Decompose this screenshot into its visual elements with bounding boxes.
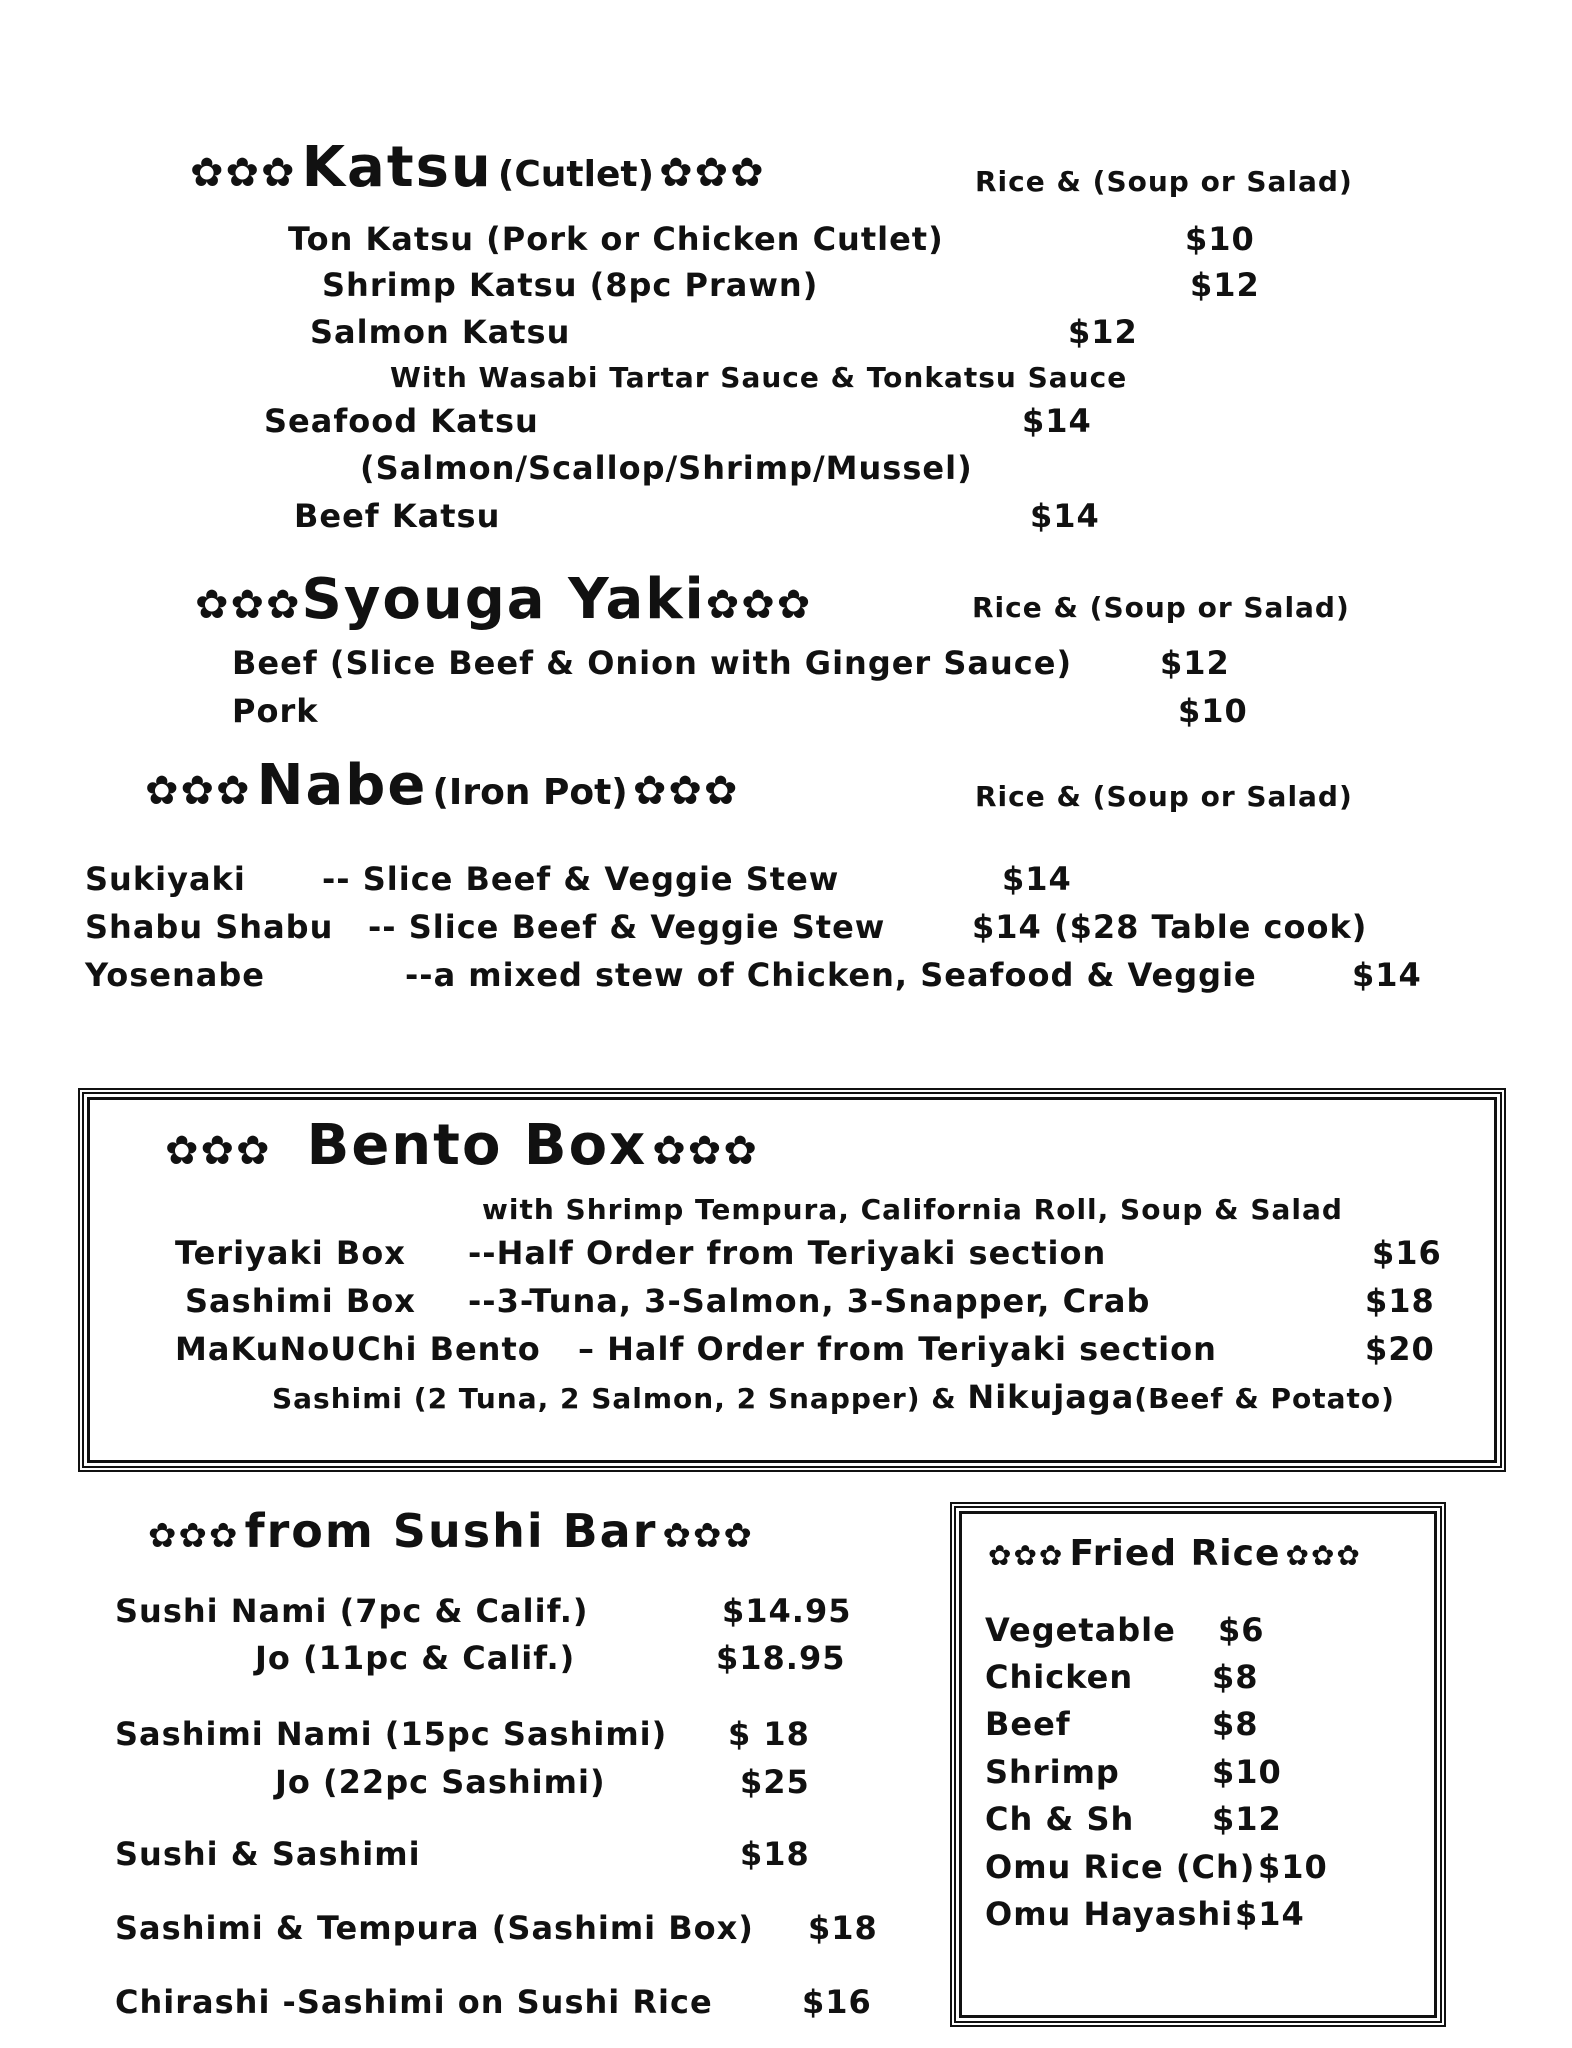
menu-item-price: $10: [1178, 692, 1248, 730]
menu-item-price: $10: [1212, 1753, 1282, 1791]
menu-item-price: $20: [1365, 1330, 1435, 1368]
katsu-title: Katsu: [301, 135, 493, 200]
menu-item-price: $18: [808, 1909, 878, 1947]
menu-item-price: $14: [1002, 860, 1072, 898]
sushi-bar-header: [148, 1504, 754, 1558]
katsu-header: [190, 135, 766, 200]
nabe-subtitle: (Iron Pot): [432, 772, 628, 813]
menu-item-name: Seafood Katsu: [264, 402, 539, 440]
menu-item-price: $ 18: [728, 1715, 810, 1753]
flower-icon: ✿✿✿: [988, 1539, 1065, 1572]
menu-item-name: Ch & Sh: [985, 1800, 1135, 1838]
nabe-title: Nabe: [256, 753, 428, 818]
menu-item-price: $16: [1372, 1234, 1442, 1272]
fried-rice-title: Fried Rice: [1069, 1533, 1281, 1574]
menu-item-price: $12: [1212, 1800, 1282, 1838]
menu-item-desc: (Salmon/Scallop/Shrimp/Mussel): [360, 449, 973, 487]
menu-item-desc: With Wasabi Tartar Sauce & Tonkatsu Sauce: [390, 361, 1128, 394]
menu-item-price: $18.95: [716, 1639, 846, 1677]
menu-item-price: $14.95: [722, 1592, 852, 1630]
menu-item-name: Sashimi Nami (15pc Sashimi): [115, 1715, 668, 1753]
menu-item-name: Salmon Katsu: [310, 313, 571, 351]
bento-header: [165, 1113, 759, 1178]
katsu-subtitle: (Cutlet): [497, 154, 655, 195]
flower-icon: ✿✿✿: [659, 150, 766, 196]
menu-item-name: Omu Hayashi: [985, 1895, 1234, 1933]
flower-icon: ✿✿✿: [652, 1128, 759, 1174]
menu-item-price: $10: [1185, 220, 1255, 258]
menu-item-name: Chirashi -Sashimi on Sushi Rice: [115, 1983, 713, 2021]
menu-item-name: Vegetable: [985, 1611, 1176, 1649]
menu-item-price: $8: [1212, 1658, 1259, 1696]
menu-item-name: Sashimi Box: [185, 1282, 416, 1320]
menu-item-name: Beef (Slice Beef & Onion with Ginger Sauce): [232, 644, 1073, 682]
menu-item-price: $14: [1235, 1895, 1305, 1933]
menu-item-price: $6: [1218, 1611, 1265, 1649]
menu-item-name: Shabu Shabu: [85, 908, 334, 946]
flower-icon: ✿✿✿: [148, 1516, 240, 1556]
menu-item-desc: --3-Tuna, 3-Salmon, 3-Snapper, Crab: [468, 1282, 1151, 1320]
menu-item-price: $12: [1190, 266, 1260, 304]
bento-title: Bento Box: [306, 1113, 648, 1178]
menu-item-price: $14: [1030, 497, 1100, 535]
menu-item-desc: -- Slice Beef & Veggie Stew: [322, 860, 840, 898]
nabe-note: Rice & (Soup or Salad): [975, 780, 1353, 813]
menu-item-name: Shrimp Katsu (8pc Prawn): [322, 266, 819, 304]
menu-item-name: Sukiyaki: [85, 860, 246, 898]
flower-icon: ✿✿✿: [165, 1128, 272, 1174]
sushi-bar-title: from Sushi Bar: [244, 1504, 658, 1558]
makunouchi-extra: Sashimi (2 Tuna, 2 Salmon, 2 Snapper) & Nikujaga(Beef & Potato): [272, 1378, 1395, 1416]
flower-icon: ✿✿✿: [145, 768, 252, 814]
menu-item-name: Jo (22pc Sashimi): [275, 1763, 606, 1801]
menu-item-name: Beef Katsu: [294, 497, 501, 535]
menu-item-desc: --Half Order from Teriyaki section: [468, 1234, 1107, 1272]
flower-icon: ✿✿✿: [195, 582, 302, 628]
syouga-header: [195, 567, 813, 632]
menu-item-name: Chicken: [985, 1658, 1134, 1696]
flower-icon: ✿✿✿: [632, 768, 740, 814]
menu-item-desc: – Half Order from Teriyaki section: [578, 1330, 1217, 1368]
menu-item-price: $14 ($28 Table cook): [972, 908, 1368, 946]
menu-item-price: $25: [740, 1763, 810, 1801]
fried-rice-header: [988, 1533, 1362, 1574]
syouga-note: Rice & (Soup or Salad): [972, 591, 1350, 624]
menu-item-name: Beef: [985, 1705, 1071, 1743]
nabe-header: [145, 753, 740, 818]
syouga-title: Syouga Yaki: [301, 567, 706, 632]
menu-item-price: $18: [740, 1835, 810, 1873]
menu-item-name: Pork: [232, 692, 319, 730]
menu-item-name: Sashimi & Tempura (Sashimi Box): [115, 1909, 754, 1947]
menu-item-name: Omu Rice (Ch): [985, 1848, 1256, 1886]
bento-note: with Shrimp Tempura, California Roll, Soup & Salad: [482, 1193, 1343, 1226]
menu-item-price: $12: [1160, 644, 1230, 682]
flower-icon: ✿✿✿: [662, 1516, 754, 1556]
menu-item-name: MaKuNoUChi Bento: [175, 1330, 541, 1368]
menu-item-price: $12: [1068, 313, 1138, 351]
menu-item-price: $14: [1022, 402, 1092, 440]
flower-icon: ✿✿✿: [705, 582, 813, 628]
menu-item-name: Jo (11pc & Calif.): [255, 1639, 576, 1677]
menu-item-name: Sushi Nami (7pc & Calif.): [115, 1592, 589, 1630]
menu-item-name: Sushi & Sashimi: [115, 1835, 421, 1873]
menu-item-desc: --a mixed stew of Chicken, Seafood & Veggie: [405, 956, 1257, 994]
menu-item-price: $14: [1352, 956, 1422, 994]
menu-item-name: Yosenabe: [85, 956, 265, 994]
menu-item-name: Shrimp: [985, 1753, 1120, 1791]
menu-item-price: $18: [1365, 1282, 1435, 1320]
katsu-note: Rice & (Soup or Salad): [975, 165, 1353, 198]
menu-item-desc: -- Slice Beef & Veggie Stew: [368, 908, 886, 946]
menu-item-price: $8: [1212, 1705, 1259, 1743]
flower-icon: ✿✿✿: [1285, 1539, 1362, 1572]
menu-item-price: $10: [1258, 1848, 1328, 1886]
menu-item-name: Ton Katsu (Pork or Chicken Cutlet): [288, 220, 944, 258]
menu-item-price: $16: [802, 1983, 872, 2021]
flower-icon: ✿✿✿: [190, 150, 297, 196]
menu-item-name: Teriyaki Box: [175, 1234, 406, 1272]
